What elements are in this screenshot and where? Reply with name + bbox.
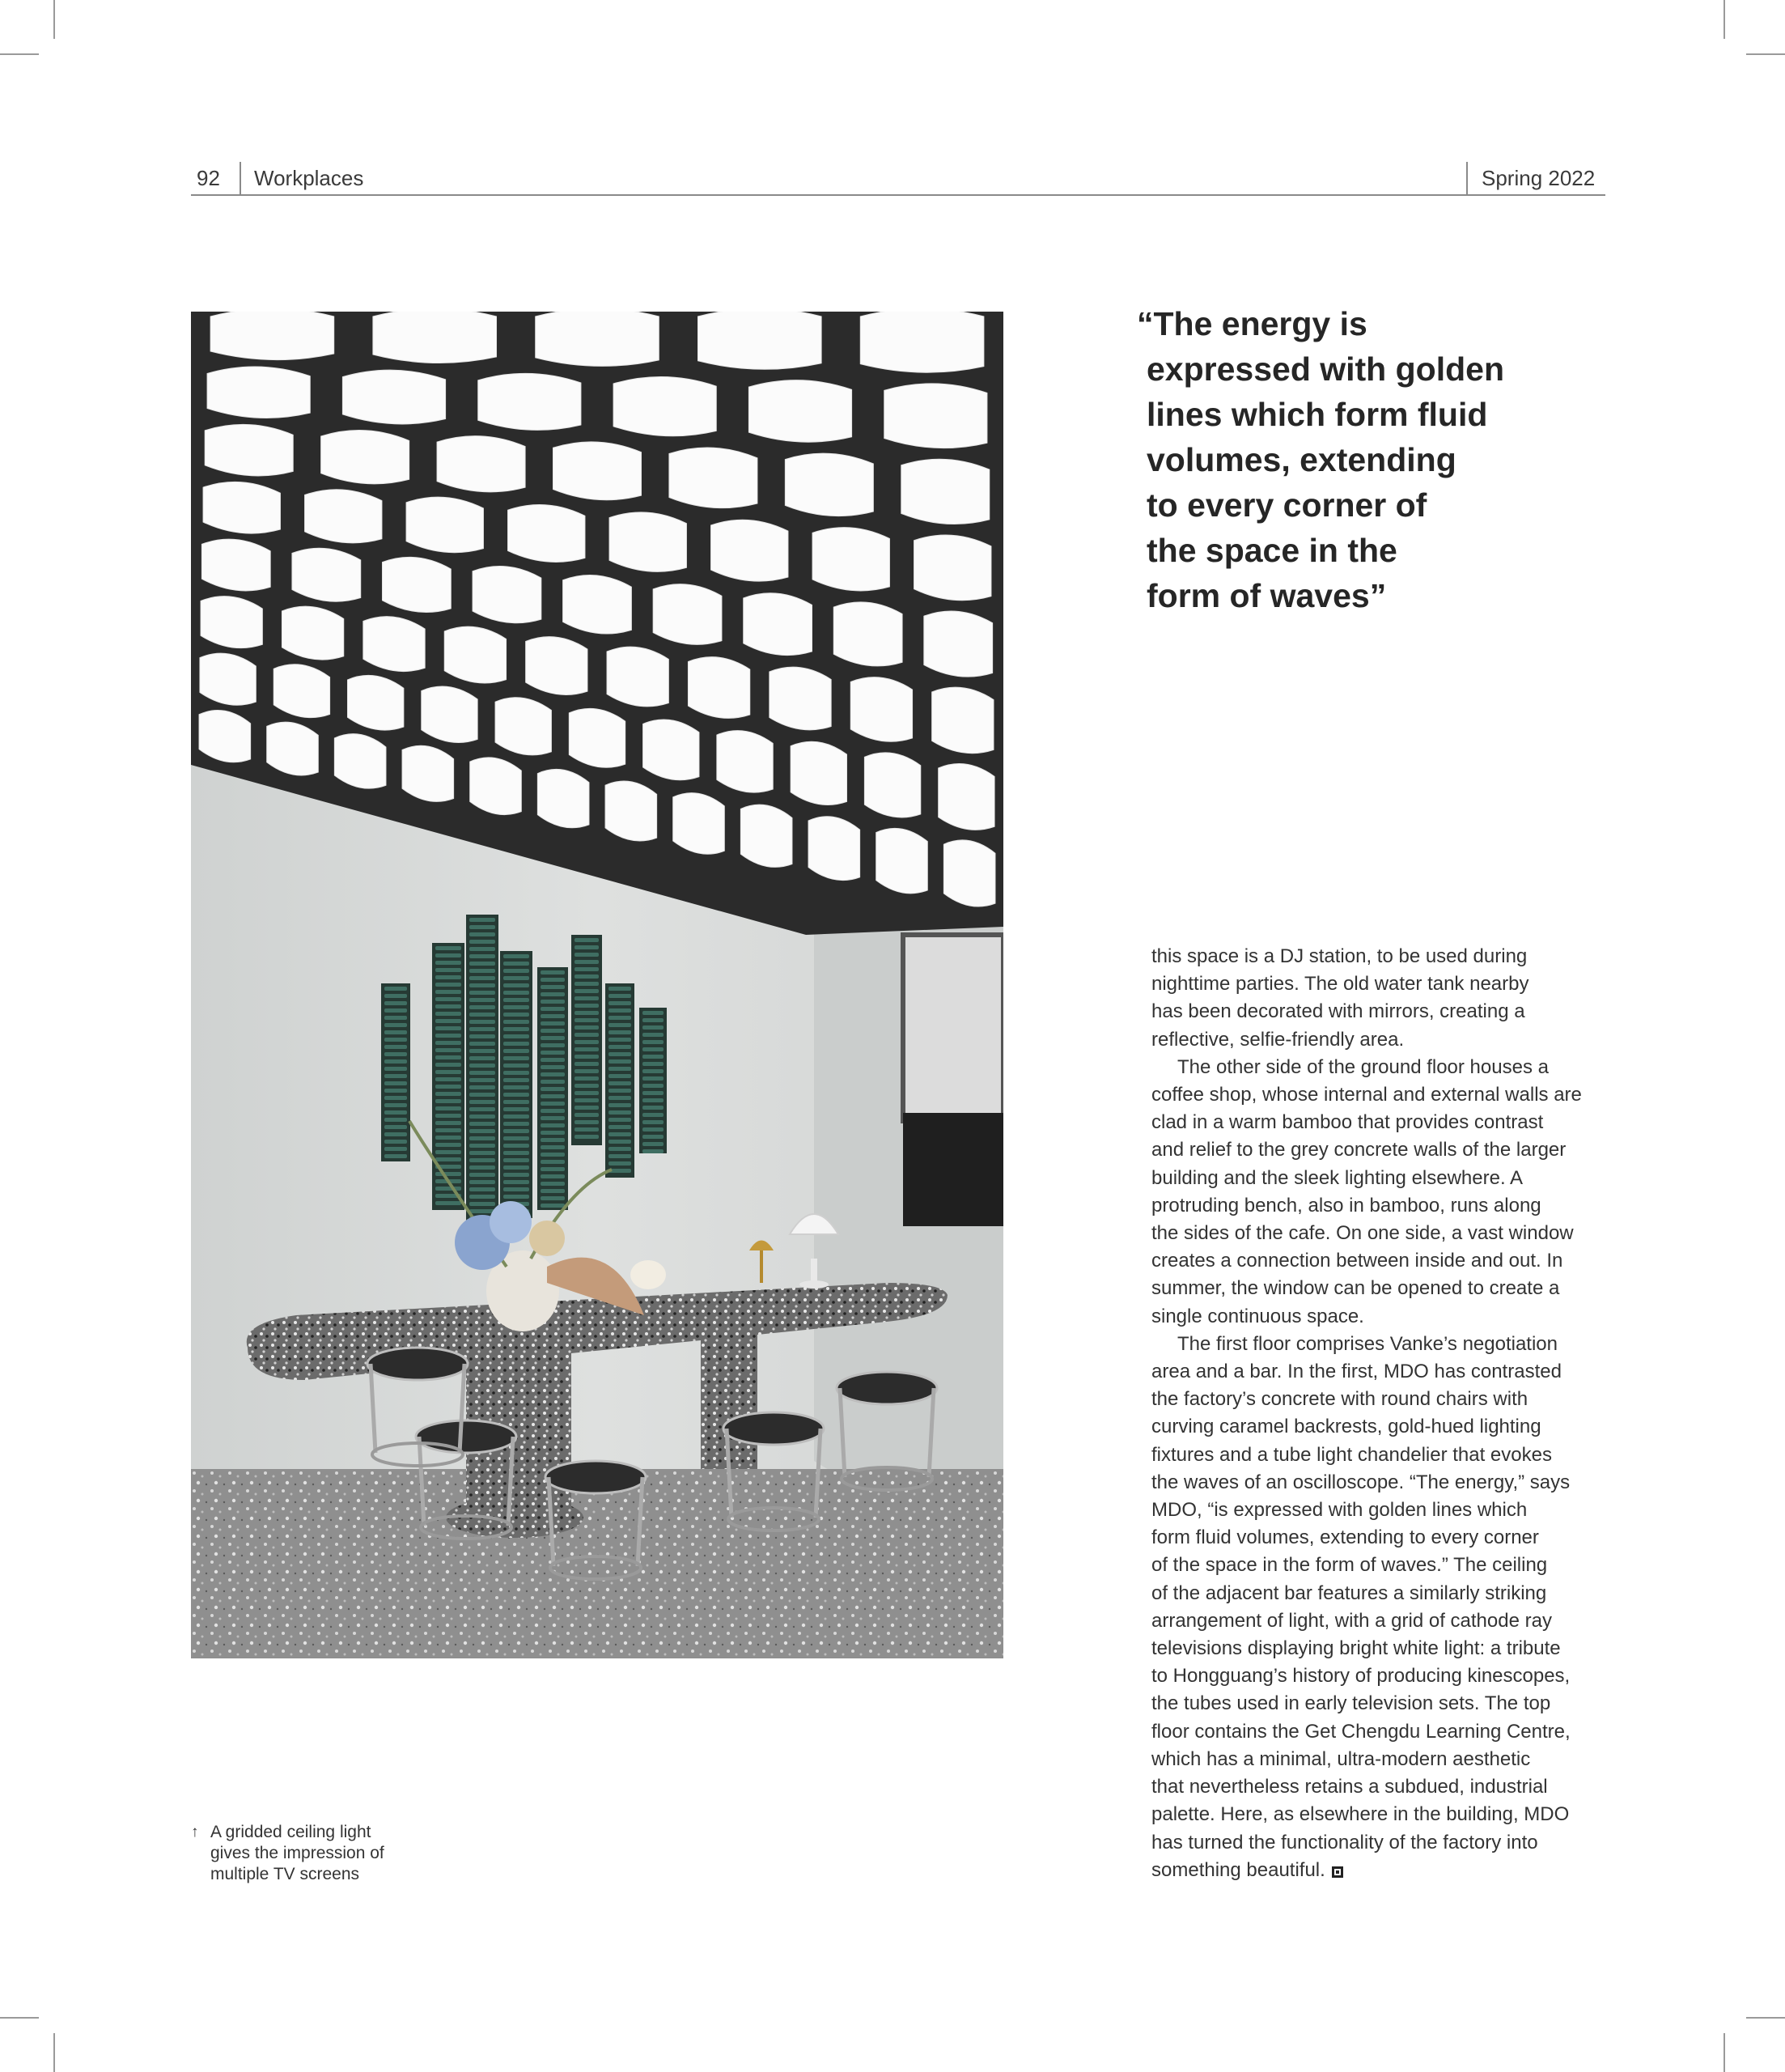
body-line (1151, 1662, 1605, 1690)
body-line-text: clad in a warm bamboo that provides contrast (1151, 1111, 1544, 1134)
pull-quote-line: expressed with golden (1147, 350, 1504, 388)
body-line (1151, 1386, 1605, 1413)
body-line-text: that nevertheless retains a subdued, industrial (1151, 1776, 1548, 1798)
body-line-text: floor contains the Get Chengdu Learning Centre, (1151, 1720, 1571, 1743)
body-line (1151, 1026, 1605, 1054)
body-line (1151, 1746, 1605, 1773)
body-line (1151, 1081, 1605, 1109)
body-line-text: has been decorated with mirrors, creating a (1151, 1000, 1525, 1023)
body-line (1151, 1220, 1605, 1247)
crop-mark (0, 53, 39, 55)
body-line (1151, 1773, 1605, 1801)
body-line (1151, 1275, 1605, 1302)
body-line-text: summer, the window can be opened to create a (1151, 1277, 1560, 1300)
body-line-text: area and a bar. In the first, MDO has contrasted (1151, 1361, 1562, 1383)
crop-mark (0, 2017, 39, 2019)
body-line (1151, 1580, 1605, 1607)
body-line (1151, 943, 1605, 970)
crop-mark (53, 2033, 55, 2072)
body-line-text: fixtures and a tube light chandelier that evokes (1151, 1443, 1552, 1466)
body-line-text: televisions displaying bright white light: a tribute (1151, 1637, 1561, 1660)
body-line-text: the waves of an oscilloscope. “The energy,” says (1151, 1471, 1571, 1493)
pull-quote-line: volumes, extending (1147, 441, 1456, 478)
crop-mark (1746, 2017, 1785, 2019)
body-line (1151, 998, 1605, 1025)
body-line-text: form fluid volumes, extending to every corner (1151, 1526, 1539, 1549)
crop-mark (1746, 53, 1785, 55)
body-line-text: The other side of the ground floor houses a (1177, 1055, 1549, 1078)
body-line-text: building and the sleek lighting elsewhere. A (1151, 1166, 1523, 1189)
body-line-text: of the adjacent bar features a similarly striking (1151, 1582, 1547, 1604)
body-line (1151, 970, 1605, 998)
body-line-text: and relief to the grey concrete walls of the larger (1151, 1139, 1567, 1161)
header-rule (191, 194, 1605, 196)
body-line-text: the sides of the cafe. On one side, a vast window (1151, 1222, 1574, 1245)
body-line (1151, 1331, 1605, 1358)
interior-photo (191, 312, 1003, 1658)
body-line-text: single continuous space. (1151, 1305, 1364, 1327)
body-line (1151, 1524, 1605, 1552)
body-line (1151, 1607, 1605, 1635)
white-lamp-base (799, 1280, 829, 1289)
body-line-text: the factory’s concrete with round chairs with (1151, 1388, 1528, 1411)
issue-date: Spring 2022 (1482, 166, 1596, 190)
body-line (1151, 1192, 1605, 1220)
body-line-text: the tubes used in early television sets. The top (1151, 1692, 1551, 1715)
body-line (1151, 1718, 1605, 1746)
pull-quote-line: lines which form fluid (1147, 396, 1488, 433)
pull-quote (1137, 301, 1590, 618)
body-line-text: creates a connection between inside and out. In (1151, 1250, 1563, 1272)
caption-line: A gridded ceiling light (210, 1823, 371, 1841)
end-mark-icon (1332, 1866, 1343, 1878)
article-body (1151, 943, 1605, 1884)
body-line-text: this space is a DJ station, to be used during (1151, 945, 1528, 967)
body-line-text: arrangement of light, with a grid of cathode ray (1151, 1609, 1552, 1632)
body-line (1151, 1441, 1605, 1469)
caption-line: multiple TV screens (210, 1865, 360, 1883)
body-line (1151, 1136, 1605, 1164)
crop-mark (1724, 0, 1725, 39)
body-line (1151, 1413, 1605, 1441)
window-blind (903, 935, 1003, 1121)
body-line (1151, 1801, 1605, 1828)
body-line (1151, 1829, 1605, 1857)
body-line-text: of the space in the form of waves.” The ceiling (1151, 1554, 1548, 1577)
header-divider (240, 162, 241, 196)
body-line (1151, 1469, 1605, 1497)
body-line (1151, 1165, 1605, 1192)
body-line (1151, 1497, 1605, 1524)
caption-text (191, 1822, 434, 1885)
body-line (1151, 1358, 1605, 1386)
body-line (1151, 1054, 1605, 1081)
photo-illustration (191, 312, 1003, 1658)
body-line-text: MDO, “is expressed with golden lines which (1151, 1499, 1528, 1522)
body-line (1151, 1552, 1605, 1579)
body-line-text: has turned the functionality of the factory into (1151, 1831, 1538, 1853)
crop-mark (53, 0, 55, 39)
body-line-text: reflective, selfie-friendly area. (1151, 1028, 1405, 1051)
terrazzo-floor (191, 1469, 1003, 1658)
body-line (1151, 1635, 1605, 1662)
caption-line: gives the impression of (210, 1844, 384, 1862)
body-line (1151, 1690, 1605, 1717)
body-line-text: protruding bench, also in bamboo, runs along (1151, 1194, 1541, 1216)
body-line-text: coffee shop, whose internal and external walls are (1151, 1084, 1582, 1106)
body-line-text: which has a minimal, ultra-modern aesthetic (1151, 1747, 1531, 1770)
body-line-text: palette. Here, as elsewhere in the building, MDO (1151, 1803, 1570, 1826)
body-line-text: nighttime parties. The old water tank nearby (1151, 973, 1529, 996)
body-line-text: to Hongguang’s history of producing kinescopes, (1151, 1665, 1571, 1688)
body-line (1151, 1247, 1605, 1275)
pull-quote-line: the space in the (1147, 532, 1397, 569)
pull-quote-line: “The energy is (1137, 305, 1367, 342)
body-line (1151, 1857, 1605, 1884)
pull-quote-line: to every corner of (1147, 486, 1427, 524)
body-line-text: curving caramel backrests, gold-hued lighting (1151, 1416, 1541, 1438)
page-number: 92 (197, 166, 220, 190)
body-line-text: something beautiful. (1151, 1858, 1325, 1881)
window-glass (903, 1113, 1003, 1226)
body-line-text: The first floor comprises Vanke’s negotiation (1177, 1332, 1558, 1355)
body-line (1151, 1109, 1605, 1136)
photo-caption (191, 1822, 434, 1885)
section-title: Workplaces (254, 166, 364, 190)
pull-quote-line: form of waves” (1147, 577, 1387, 614)
header-divider (1466, 162, 1468, 196)
up-arrow-icon: ↑ (191, 1824, 199, 1841)
crop-mark (1724, 2033, 1725, 2072)
body-line (1151, 1303, 1605, 1331)
